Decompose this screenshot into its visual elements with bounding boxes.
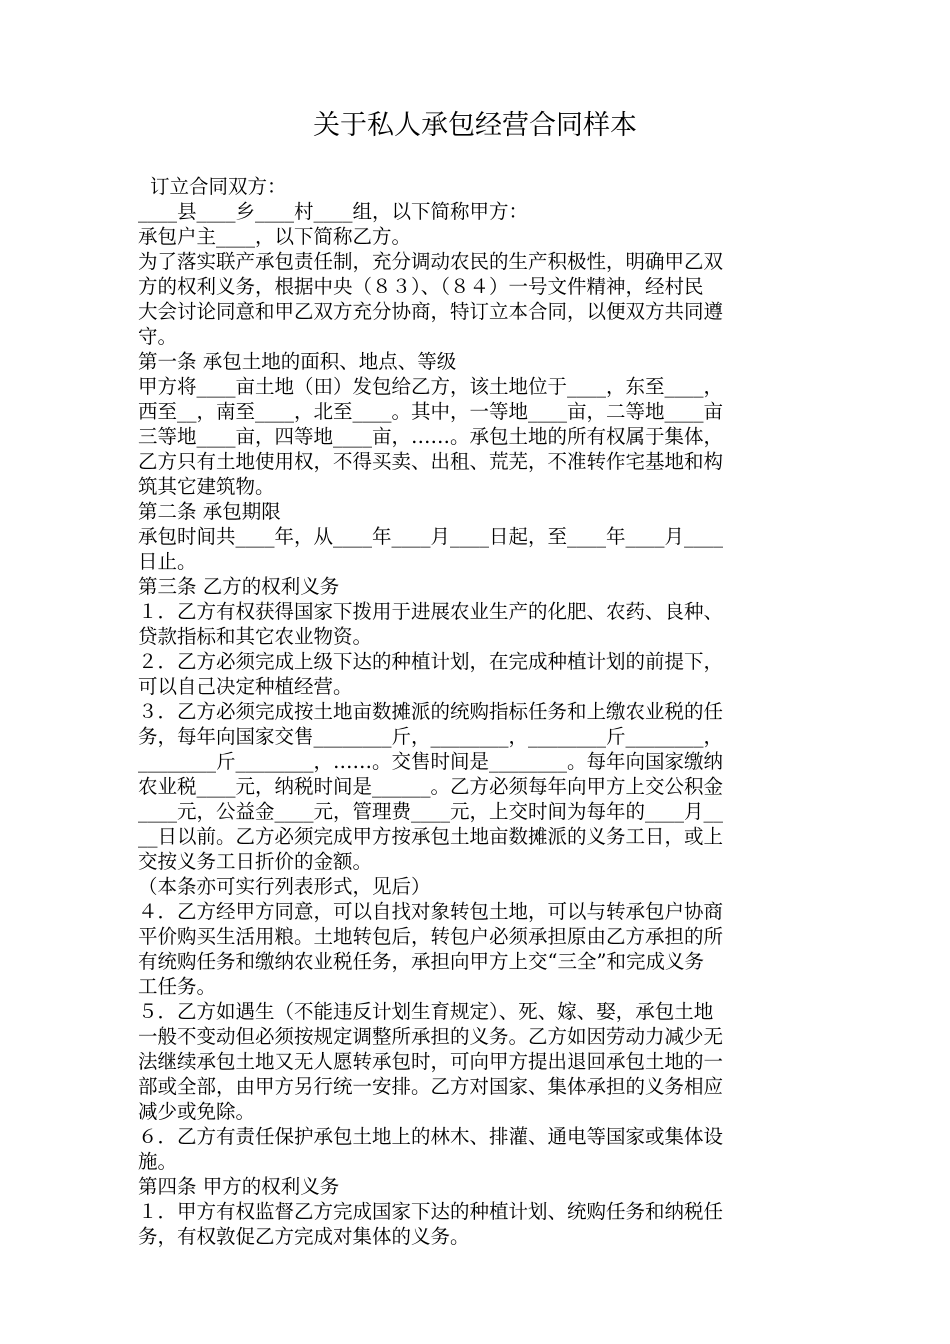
text-line: 方的权利义务，根据中央（８３）、（８４）一号文件精神，经村民 bbox=[138, 275, 704, 298]
text-line: 施。 bbox=[138, 1150, 178, 1173]
text-line: 法继续承包土地又无人愿转承包时，可向甲方提出退回承包土地的一 bbox=[138, 1050, 724, 1073]
text-line: 部或全部，由甲方另行统一安排。乙方对国家、集体承担的义务相应 bbox=[138, 1075, 724, 1098]
section-heading: 第二条 承包期限 bbox=[138, 500, 281, 523]
text-line: 工任务。 bbox=[138, 975, 217, 998]
text-line: 贷款指标和其它农业物资。 bbox=[138, 625, 373, 648]
text-line: ____元，公益金____元，管理费____元，上交时间为每年的____月__ bbox=[138, 800, 724, 823]
text-line: ６．乙方有责任保护承包土地上的林木、排灌、通电等国家或集体设 bbox=[138, 1125, 724, 1148]
text-line: 有统购任务和缴纳农业税任务，承担向甲方上交“三全”和完成义务 bbox=[138, 950, 704, 973]
text-line: 承包户主____，以下简称乙方。 bbox=[138, 225, 412, 248]
text-line: 甲方将____亩土地（田）发包给乙方，该土地位于____，东至____， bbox=[138, 375, 724, 398]
text-line: 交按义务工日折价的金额。 bbox=[138, 850, 373, 873]
text-line: ４．乙方经甲方同意，可以自找对象转包土地，可以与转承包户协商 bbox=[138, 900, 724, 923]
text-line: （本条亦可实行列表形式，见后） bbox=[138, 875, 431, 898]
section-heading: 第三条 乙方的权利义务 bbox=[138, 575, 340, 598]
text-line: ５．乙方如遇生（不能违反计划生育规定）、死、嫁、娶，承包土地 bbox=[138, 1000, 714, 1023]
text-line: 可以自己决定种植经营。 bbox=[138, 675, 353, 698]
text-line: 乙方只有土地使用权，不得买卖、出租、荒芜，不准转作宅基地和构 bbox=[138, 450, 724, 473]
text-line: 减少或免除。 bbox=[138, 1100, 256, 1123]
text-line: 农业税____元，纳税时间是______。乙方必须每年向甲方上交公积金 bbox=[138, 775, 724, 798]
text-line: 订立合同双方： bbox=[150, 175, 287, 198]
text-line: 为了落实联产承包责任制，充分调动农民的生产积极性，明确甲乙双 bbox=[138, 250, 724, 273]
text-line: 务，每年向国家交售________斤，________，________斤________， bbox=[138, 725, 724, 748]
text-line: 承包时间共____年，从____年____月____日起，至____年____月____ bbox=[138, 525, 724, 548]
text-line: __日以前。乙方必须完成甲方按承包土地亩数摊派的义务工日，或上 bbox=[138, 825, 724, 848]
section-heading: 第一条 承包土地的面积、地点、等级 bbox=[138, 350, 457, 373]
text-line: 一般不变动但必须按规定调整所承担的义务。乙方如因劳动力减少无 bbox=[138, 1025, 724, 1048]
text-line: 大会讨论同意和甲乙双方充分协商，特订立本合同，以便双方共同遵 bbox=[138, 300, 724, 323]
text-line: １．乙方有权获得国家下拨用于进展农业生产的化肥、农药、良种、 bbox=[138, 600, 724, 623]
text-line: 守。 bbox=[138, 325, 178, 348]
text-line: 筑其它建筑物。 bbox=[138, 475, 275, 498]
text-line: 三等地____亩，四等地____亩，……。承包土地的所有权属于集体， bbox=[138, 425, 724, 448]
text-line: 西至__，南至____，北至____。其中，一等地____亩，二等地____亩 bbox=[138, 400, 724, 423]
text-line: 务，有权敦促乙方完成对集体的义务。 bbox=[138, 1225, 470, 1248]
text-line: ____县____乡____村____组，以下简称甲方： bbox=[138, 200, 529, 223]
document-body bbox=[138, 174, 814, 1249]
text-line: ２．乙方必须完成上级下达的种植计划，在完成种植计划的前提下， bbox=[138, 650, 724, 673]
text-line: ３．乙方必须完成按土地亩数摊派的统购指标任务和上缴农业税的任 bbox=[138, 700, 724, 723]
text-line: 平价购买生活用粮。土地转包后，转包户必须承担原由乙方承担的所 bbox=[138, 925, 724, 948]
document-title: 关于私人承包经营合同样本 bbox=[313, 110, 637, 141]
text-line: ________斤________，……。交售时间是________。每年向国家缴纳 bbox=[138, 750, 724, 773]
text-line: 日止。 bbox=[138, 550, 197, 573]
text-line: １．甲方有权监督乙方完成国家下达的种植计划、统购任务和纳税任 bbox=[138, 1200, 724, 1223]
section-heading: 第四条 甲方的权利义务 bbox=[138, 1175, 340, 1198]
